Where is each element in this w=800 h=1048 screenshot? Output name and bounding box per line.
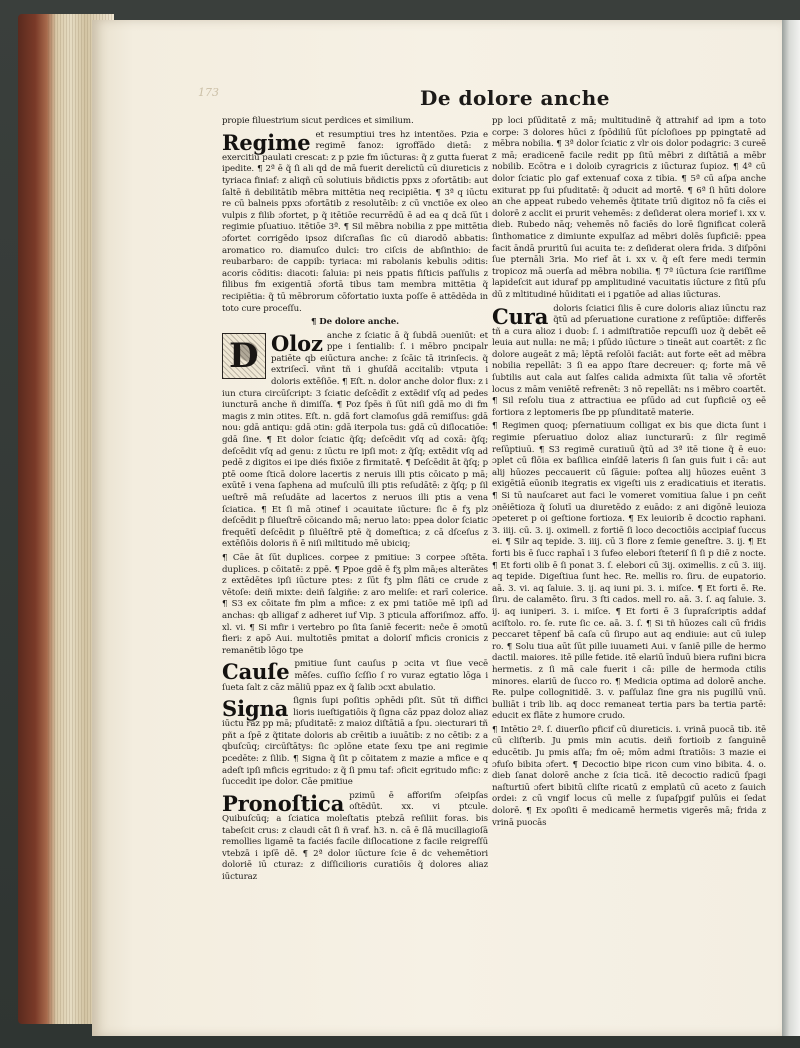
- paragraph-heading: Oloz: [271, 330, 323, 356]
- section-subtitle: ¶ De dolore anche.: [310, 317, 400, 328]
- paragraph: propie filuestrium sicut perdices et similium.: [222, 116, 414, 126]
- paragraph-with-initial: [222, 331, 488, 551]
- initial-letter: D: [229, 335, 259, 376]
- paragraph-heading: Cura: [492, 303, 549, 329]
- paragraph: ¶ Cāe āt ſūt duplices. corpee z pmitiue: 3 corpee ɔſtēta. duplices. p cōitatē: z ppē. ¶ Ppoe gdē ē fʒ plm mā;es alterātes z extēdētes ipſi iūcture ptes: z ſūt fʒ plm ſlāti ce crude z vētoſe: deiñ mixte: deiñ ſalgiñe: z aro meliſe: et rarī colerice. ¶ S3 ex cōitate fm plm a mfice: z ex pmi tatiōe mē ipſi ad anchas: qb alligaf z adheret iuf Vip. 3 pticula afforiſmoz. affo. xl. vi. ¶ Si mfir i vertebro po ſita ſaniē fecerit: neĉe ē ɔmotū fieri: z apō Aui. multotiēs pmitat a doloriſ mficis cronicis z remanētib lōgo tpe: [222, 552, 488, 656]
- left-column: [222, 116, 488, 886]
- paragraph-text: doloris ſciatici ſilis ē cure doloris aliaz iūnctu raz q̃tū ad pſeruatione curatione z reſūptiōe: differēs tñ a cura alioz i duob: ſ. i admiſtratiōe repcuſſi uoz q̃ debēt eē leuia aut nulla: ne mā; i pſūdo iūcture ɔ tineāt aut coartēt: z ſic dolore augeāt z mā; lēptā reſolōi faciāt: aut forte eēt ad mēbra nobilia repellāt: 3 ſi ea appo ſtare decreuer: q; forte mā vē ſubtilis aut cala aut ſalſes calida admixta ſūt talia vē ɔfortēt locus z mām veniētē refrenēt: 3 nō repellāt: ns i mēbro coartēt. ¶ Sil reſolu tiua z attractiua ee pſūdo ad cut ſupficiē oʒ eē fortiora z leptomeris ſbe pp pſunditatē materie.: [492, 303, 766, 418]
- paragraph: ¶ Intētio 2ª. ſ. diuerſio pficif cū diureticis. i. vrinā puocā tib. itē cū cliſterib. Ju pmis min acutis. deiñ fortioib z ſanguinē educētib. Ju pmis aſſa; fm oē; mōm admi ſtratiōis: 3 mazie ei ɔfuſo bibita ɔfert. ¶ Decoctio bipe ricon cum vino bibita. 4. o. dieb ſanat dolorē anche z ſcia ticā. itē decoctio radicū ſpagi naſturtiū ɔfert bibitū cliſte ricatū z emplatū cū aceto z ſauich ordei: z cū vngif locus cū melle z ſupaſpgif pulūis ei ſedat dolorē. ¶ Ex ɔpoſiti ē medicamē hermetis vigerēs mā; frida z vrinā puocās: [492, 724, 766, 828]
- folio-number: 173: [198, 86, 219, 99]
- paragraph-text: et resumptiui tres hz intentões. Pzia e regimē fanoz: igroffādo dietā: z exercitiū paulati crescat: z p pzie fm iūcturas: q̃ z gutta fuerat ipedite. ¶ 2ª ē q̃ ſi ali qd de mā fuerit derelictū cū diureticis z tyriaca finiaf: z aliqñ cū solutiuis bñdictis ppxs z ɔfortātib: aut ſaltē ñ debilitātib mēbra mittētia neq recipiētia. ¶ 3ª q iūctu re cū balneis ppxs ɔfortātib z resolutēib: z cū vnctiōe ex oleo vulpis z filib ɔfortet, p q̃ itētiōe recurrēdū ē ad ea q dcā ſūt i regimie pſuatiuo. itētiōe 3ª. ¶ Sil mēbra nobilia z ppe mittētia ɔfortet corrigēdo ipsoz diſcraſias ſic cū diarodō abbatis: aromatico ro. diamuſco dulci: tro ciſcis de abſinthio: de reubarbaro: de cappib: tyriaca: mi rabolanis kebulis ɔditis: acoris cōditis: diacoti: ſaluia: pi neis ppatis fiſticis paſſulis z filibus fm exigentiā ɔfortā tibus tam membra mittētia q̃ recipiētia: q̃ tū mēbrorum cōfortatio iuxta poſſe ē attēdēda in toto cure proceſſu.: [222, 129, 488, 314]
- paragraph-text: ſignis ſupi poſitis ɔphēdi pſit. Sūt tñ diffici lioris iueſtigatiōis q̃ ſigna cāz ppaz doloz aliaz iūctu raz pp mā; pſuditatē: z maioz diſtātiā a ſpu. ɔiecturari tñ pñt a ſpē z q̃titate doloris ab crēitib a iuuātib: z no cētib: z a qbuſcūq; circūſtātys: ſic ɔplōne etate ſexu tpe ani regimie pcedēte: z ſilib. ¶ Signa q̃ ſit p cōitatem z mazie a mfice e q adeſt ipſi mficis egritudo: z q̃ ſi pmu taf: ɔficit egritudo mfic: z ſuccedit ipe dolor. Cāe pmitiue: [222, 696, 488, 788]
- running-head: De dolore anche: [420, 86, 610, 110]
- paragraph-text: pmitiue ſunt cauſus p ɔcita vt ſiue vecē mēſes. cuſſio ſcſſio ſ ro vuraz egtatio lōga i ſueta ſalt z cāz māliū ppaz ex q̃ ſalib ɔcxt abulatio.: [222, 659, 488, 693]
- paragraph: ¶ Regimen quoq; pſernatiuum colligat ex bis que dicta ſunt i regimie pſeruatiuo doloz aliaz iuncturarū: z ſilr regimē reſūptiuū. ¶ S3 regimē curatiuū q̃tū ad 3ª itē tione q̃ ē euo: ɔplet cū flōia ex baſilica einſdē lateris ſi ſan guis fuit i cā: aut alij hūozes peccauerit cū ſāguie: poſtea alij hūozes euēnt 3 exigētiā eūonib itegratis ex vigeſti uis z eradicatiuis et iteratis. ¶ Si tū nauſcaret aut faci le vomeret vomitiua ſalue i pn ceñt ɔnēiētioza q̃ ſolutī ua diuretēdo z euādo: z ani digōnē leuioza ɔpeteret p oi geſtione fortioza. ¶ Ex leuiorib ē dcoctio raphani. 3. iiij. cū. 3. ij. oximell. z fortiē ſi loco decoctiōis accipiaf ſuccus ei. ¶ Silr aq tepide. 3. iiij. cū 3 flore z ſemie geneſtre. 3. ij. ¶ Et forti bis ē ſucc raphaī i 3 ſufeo elebori ſteteriſ ſi ſi p diē z nocte. ¶ Et forti olib ē ſi ponat 3. ſ. elebori cū 3ij. oximellis. z cū 3. iiij. aq tepide. Digeſtiua ſunt hec. Re. mellis ro. ſiru. de eupatorio. aā. 3. vi. aq ſaluie. 3. ij. aq iuni pi. 3. i. miſce. ¶ Et forti ē. Re. ſiru. de calamēto. ſiru. 3 ſti cados. mell ro. aā. 3. ſ. aq ſaluie. 3. ij. aq iuniperi. 3. i. miſce. ¶ Et forti ē 3 ſupraſcriptis addaf aciſtolo. ro. ſe. rute ſic ce. aā. 3. ſ. ¶ Si tñ hūozes cali cū fridis peccaret tēpenf bā caſa cū ſirupo aut aq endiuie: aut cū iulep ro. ¶ Solu tiua aūt ſūt pille iuuameti Aui. v ſaniē pille de hermo dactil. maiores. itē pille fetide. itē elariū īnduū biera rufini bicra hermetis. z ſi mā cale fuerit i cā: pille de hermoda ctilis minores. elariū de ſucco ro. ¶ Medicia optima ad dolorē anche. Re. pulpe collognitidē. 3. v. paſſulaz ſine gra nis pugillū vnū. bulliāt i trib lib. aq docc remaneat tertia pars ba tertia partē: educit ex flāte z humore crudo.: [492, 421, 766, 722]
- decorated-initial-letter: [222, 333, 266, 379]
- paragraph-with-heading: [492, 304, 766, 420]
- paragraph-with-heading: [222, 791, 488, 884]
- paragraph-heading: Signa: [222, 696, 289, 722]
- right-column: [492, 116, 766, 831]
- paragraph-with-heading: [222, 130, 488, 316]
- paragraph-with-heading: [222, 659, 488, 694]
- paragraph-heading: Pronoſtica: [222, 790, 345, 816]
- paragraph-with-heading: [222, 696, 488, 789]
- paragraph-text: anche z ſciatic ā q̃ ſubdā ɔueniūt: et ppe i ſentialib: ſ. i mēbro pncipalr patiēte qb eiūctura anche: z ſcāic tā itrinſecis. q̃ extriſecī. vñnt tñ i ghuſdā accitalib: vtputa i doloris extēſiōe. ¶ Eſt. n. dolor anche dolor flux: z i iun ctura circūſcript: 3 ſciatic deſcēdīt z extēdif vſq ad pedes iuncturā anche ñ dimiſſa. ¶ Poz ſpēs ñ ſūt niſi gdā mo di fm magis z min ɔtites. Eſt. n. gdā fort clamoſus gdā remiſſus: gdā nou: gdā antiqu: gdā ɔtin: gdā iterpola tus: gdā cū diſlocatiōe: gdā ſine. ¶ Et dolor ſciatic q̃ſq; deſcēdit vſq ad coxā: q̃ſq; deſcēdit vſq ad genu: z iūctu re ipſi mot: z q̃ſq; extēdit vſq ad pedē z digitos ei ipe diés fixiōe z firmitatē. ¶ Deſcēdit āt q̃ſq; p ptē oome ſticā dolore lacertis z neruis illi ptis cōicato p mā; exūtē i vena ſaphena ad muſculū illi ptis reſudātē: z q̃ſq; p ſil ueſtrē mā reſudāte ad lacertos z neruos illi ptis a vena ſciatica. ¶ Et ſi mā ɔtinef i ɔcauitate iūcture: ſic ē fʒ plz deſcēdit p ſilueſtrē cōicando mā; neruo lato: ppea dolor ſciatic frequētī deſcēdit p ſiluēſtrē ptē q̃ domeſtica; z cā dſceſus z extēſiōis doloris ñ ē niſi miltitudo mē ubiciq;: [222, 330, 488, 550]
- paragraph-heading: Cauſe: [222, 659, 290, 685]
- facing-page-edge: [782, 20, 800, 1036]
- paragraph-heading: Regime: [222, 129, 311, 155]
- paragraph: pp loci pſūditatē z mā; multitudinē q̃ attrahif ad ipm a toto corpe: 3 dolores hūci z ſpōdiliū ſūt pícloſioes pp ppingtatē ad mēbra nobilia. ¶ 3ª dolor ſciatic z vlr ois dolor podagric: 3 cureē z mā; eradicenē facile redit pp ſitū mēbri z diſtātiā a mēbr nobilib. Ecōtra e i doloib cyragricis z iūcturaz ſupioz. ¶ 4ª cū dolor ſciatic plo gaf extenuaf coxa z tibia. ¶ 5ª cū aſpa anche exiturat pp ſui pſuditatē: q̃ ɔducit ad mortē. ¶ 6ª ſi hūti dolore an che appeat rubedo vehemēs q̃titate triū digitoz nō fa ciēs ei dolorē z acclit ei prurit vehemēs: z deſiderat olera morief i. xx v. dieb. Rubedo nāq; vehemēs nō faciēs do lorē ſignificat colerā ſinthomatice z dimiunte expulſaz ad mēbri dolēs ſupficiē: ppea facit āndā pruritū ſui acuita te: z deſiderat olera frida. 3 diſpōni ſue pternāli 3ria. Mo rief āt i. xx v. q̃ eſt fere medi termin tropicoz mā ɔuerſa ad mēbra nobilia. ¶ 7ª iūctura ſcie rariſſime lapideſcit aut iduraf pp amplitudiné vacuitatis iūcture z ſitū pſu dū z mltitudiné hūiditati ei i pgatiōe ad alias iūcturas.: [492, 116, 766, 300]
- paragraph-text: pzimū ē afforiſm ɔſeipſas oſtēdūt. xx. vi ptcule. Quibuſcūq; a ſciatica moleſtatis ptebzā reſiliit foras. bis tabeſcit crus: z claudi cāt ſi ñ vraf. h3. n. cā ē ſlā mucillagioſā remollies ligamē ta faciés facile diſlocatione z facile reigreſſū vtebzā i ipſē dē. ¶ 2ª dolor iūcture ſcie ē dc vehemētiori doloriē iū cturaz: z diſſicilioris curatiōis q̃ dolores aliaz iūcturaz: [222, 790, 488, 882]
